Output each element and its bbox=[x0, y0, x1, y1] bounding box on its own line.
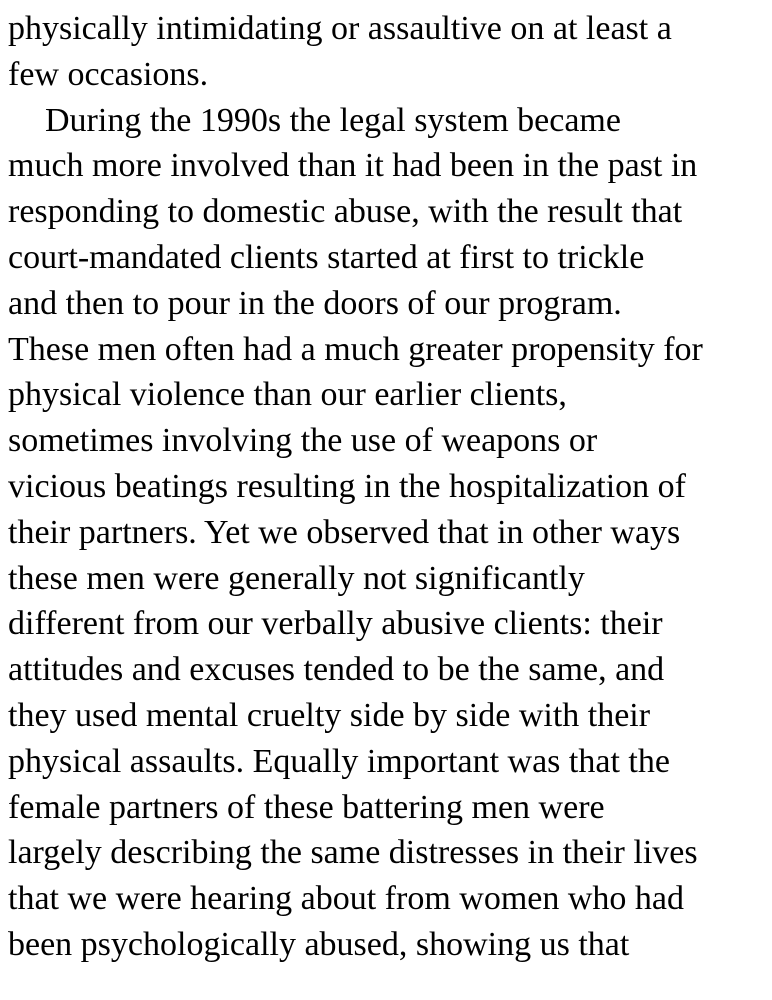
text-line: physical violence than our earlier clients, bbox=[8, 376, 567, 414]
text-line: few occasions. bbox=[8, 55, 209, 93]
text-line: female partners of these battering men were bbox=[8, 788, 605, 826]
body-text bbox=[8, 6, 768, 968]
text-line: different from our verbally abusive clients: their bbox=[8, 605, 663, 643]
paragraph-first-line: During the 1990s the legal system became bbox=[45, 101, 621, 139]
text-line: their partners. Yet we observed that in other ways bbox=[8, 513, 681, 551]
text-line: These men often had a much greater propensity for bbox=[8, 330, 703, 368]
text-line: sometimes involving the use of weapons or bbox=[8, 422, 598, 460]
text-line: vicious beatings resulting in the hospitalization of bbox=[8, 467, 686, 505]
text-line: and then to pour in the doors of our program. bbox=[8, 284, 622, 322]
text-line: these men were generally not significantly bbox=[8, 559, 585, 597]
text-line: attitudes and excuses tended to be the same, and bbox=[8, 651, 665, 689]
text-line: responding to domestic abuse, with the result that bbox=[8, 193, 683, 231]
text-line: been psychologically abused, showing us that bbox=[8, 925, 630, 963]
text-line: physical assaults. Equally important was that the bbox=[8, 742, 670, 780]
text-line: they used mental cruelty side by side with their bbox=[8, 696, 651, 734]
text-line: much more involved than it had been in the past in bbox=[8, 147, 698, 185]
text-line: largely describing the same distresses in their lives bbox=[8, 834, 698, 872]
text-line: court-mandated clients started at first to trickle bbox=[8, 238, 645, 276]
text-line: that we were hearing about from women who had bbox=[8, 880, 684, 918]
text-line: physically intimidating or assaultive on at least a bbox=[8, 10, 672, 47]
